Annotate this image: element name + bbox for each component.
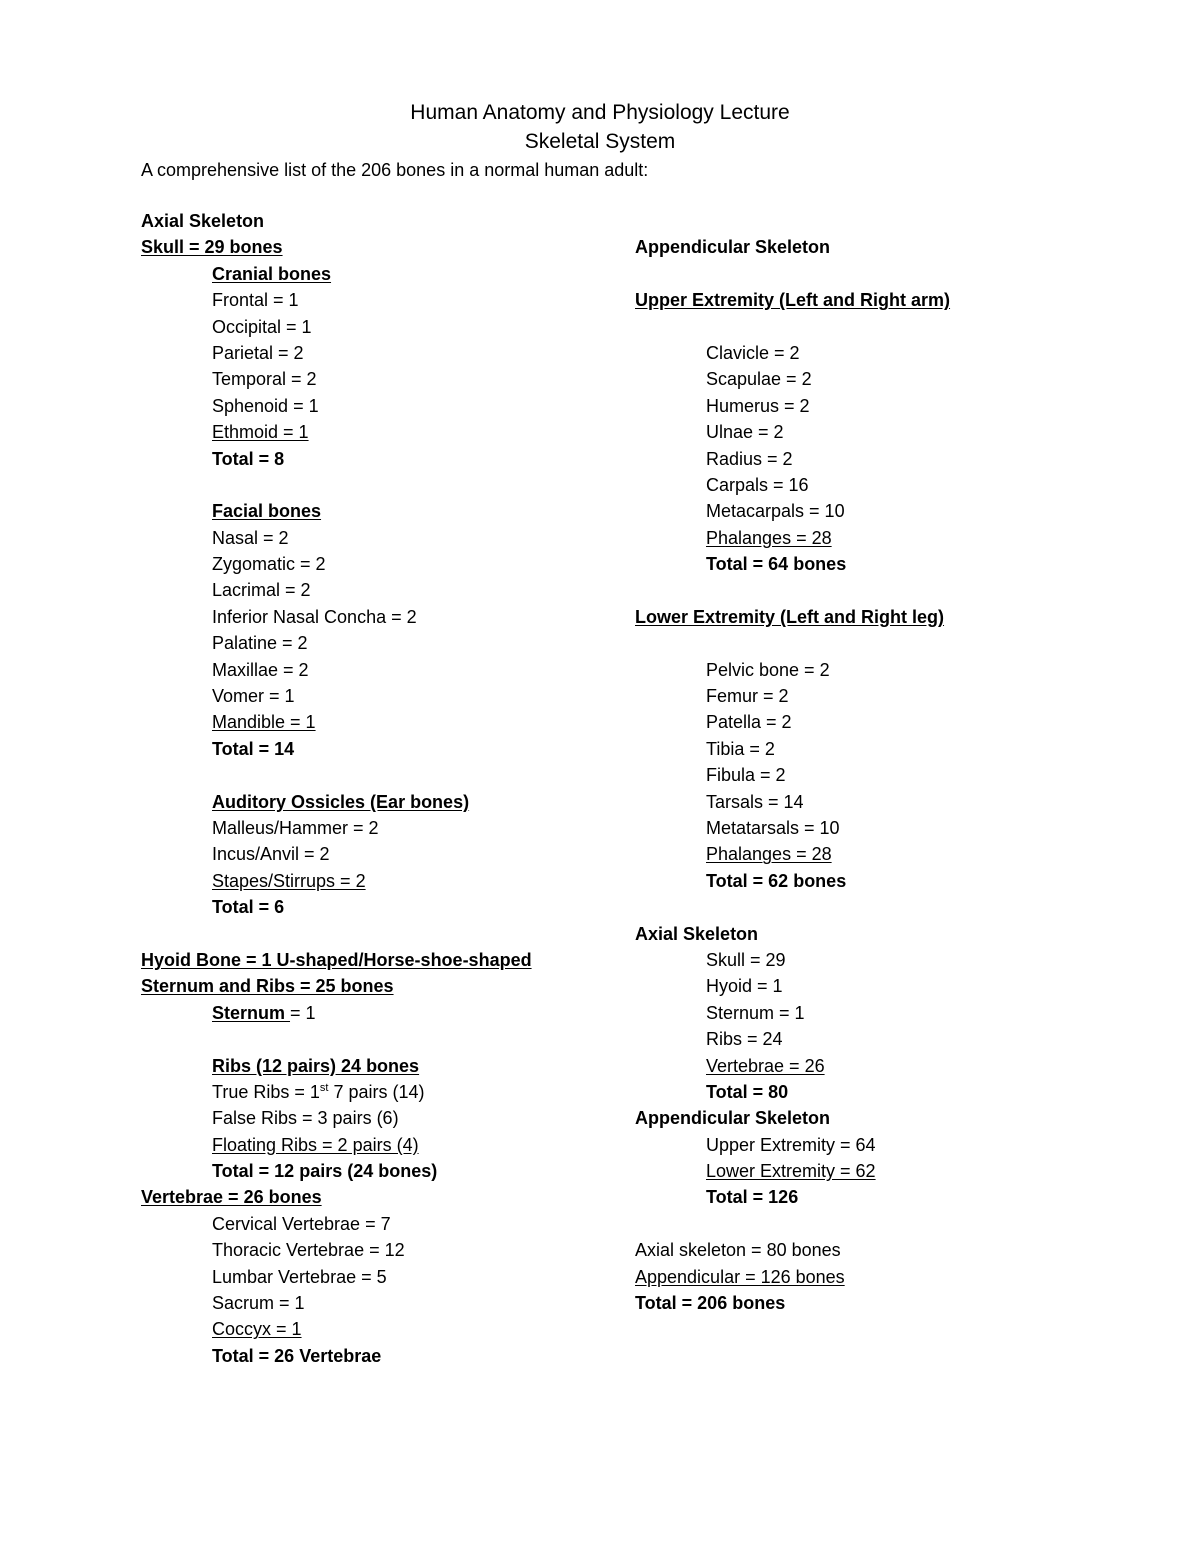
upper-item: Carpals = 16 [706,474,809,495]
lower-item: Patella = 2 [706,712,792,733]
upper-total: Total = 64 bones [706,554,847,575]
cranial-item: Ethmoid = 1 [212,422,309,443]
axial-summary-heading: Axial Skeleton [635,923,759,944]
facial-item: Lacrimal = 2 [212,580,311,601]
sternum-label: Sternum [212,1002,291,1023]
facial-item: Inferior Nasal Concha = 2 [212,606,417,627]
cranial-item: Occipital = 1 [212,316,312,337]
facial-item: Mandible = 1 [212,712,316,733]
false-ribs: False Ribs = 3 pairs (6) [212,1108,399,1129]
ossicles-item: Incus/Anvil = 2 [212,844,330,865]
facial-item: Maxillae = 2 [212,659,309,680]
vertebrae-heading: Vertebrae = 26 bones [141,1187,322,1208]
vertebrae-item: Thoracic Vertebrae = 12 [212,1240,405,1261]
document-title: Human Anatomy and Physiology Lecture [410,101,790,124]
lower-item: Tibia = 2 [706,738,775,759]
vertebrae-item: Sacrum = 1 [212,1293,305,1314]
facial-item: Zygomatic = 2 [212,554,326,575]
upper-item: Radius = 2 [706,448,793,469]
facial-item: Vomer = 1 [212,686,295,707]
axial-skeleton-heading: Axial Skeleton [141,211,265,231]
axial-summary-item: Sternum = 1 [706,1002,805,1023]
cranial-item: Sphenoid = 1 [212,395,319,416]
lower-item: Femur = 2 [706,686,789,707]
axial-summary-item: Vertebrae = 26 [706,1055,825,1076]
appendicular-summary-total: Total = 126 [706,1187,799,1208]
cranial-item: Parietal = 2 [212,342,304,363]
vertebrae-item: Lumbar Vertebrae = 5 [212,1266,387,1287]
grand-axial: Axial skeleton = 80 bones [635,1240,841,1261]
ossicles-item: Malleus/Hammer = 2 [212,817,379,838]
cranial-item: Frontal = 1 [212,290,299,311]
ossicles-item: Stapes/Stirrups = 2 [212,870,366,891]
hyoid-heading: Hyoid Bone = 1 U-shaped/Horse-shoe-shaped [141,949,532,970]
lower-item: Phalanges = 28 [706,844,832,865]
axial-summary-total: Total = 80 [706,1081,789,1102]
upper-item: Metacarpals = 10 [706,501,845,522]
appendicular-summary-item: Upper Extremity = 64 [706,1134,876,1155]
lower-item: Tarsals = 14 [706,791,804,812]
upper-item: Scapulae = 2 [706,369,812,390]
axial-summary-item: Hyoid = 1 [706,976,783,997]
upper-extremity-heading: Upper Extremity (Left and Right arm) [635,290,951,311]
grand-total: Total = 206 bones [635,1293,786,1314]
lower-item: Metatarsals = 10 [706,817,840,838]
appendicular-summary-item: Lower Extremity = 62 [706,1161,876,1182]
facial-heading: Facial bones [212,501,322,522]
upper-item: Ulnae = 2 [706,422,784,443]
vertebrae-item: Cervical Vertebrae = 7 [212,1213,391,1234]
ossicles-total: Total = 6 [212,897,285,918]
left-column [141,208,532,1369]
upper-item: Clavicle = 2 [706,342,800,363]
skull-heading: Skull = 29 bones [141,237,283,258]
lower-item: Fibula = 2 [706,765,786,786]
axial-summary-item: Skull = 29 [706,949,786,970]
true-ribs: True Ribs = 1st 7 pairs (14) [212,1081,425,1102]
grand-appendicular: Appendicular = 126 bones [635,1266,845,1287]
appendicular-summary-heading: Appendicular Skeleton [635,1108,831,1129]
document-subtitle: Skeletal System [524,130,676,153]
ossicles-heading: Auditory Ossicles (Ear bones) [212,791,470,812]
lower-item: Pelvic bone = 2 [706,659,830,680]
intro-text: A comprehensive list of the 206 bones in a normal human adult: [141,160,649,180]
upper-item: Humerus = 2 [706,395,810,416]
facial-item: Nasal = 2 [212,527,289,548]
cranial-heading: Cranial bones [212,263,332,284]
right-column [635,208,950,1316]
ribs-total: Total = 12 pairs (24 bones) [212,1161,438,1182]
upper-item: Phalanges = 28 [706,527,832,548]
lower-extremity-heading: Lower Extremity (Left and Right leg) [635,606,945,627]
sternum-ribs-heading: Sternum and Ribs = 25 bones [141,976,394,997]
cranial-total: Total = 8 [212,448,285,469]
ribs-heading: Ribs (12 pairs) 24 bones [212,1055,420,1076]
lower-total: Total = 62 bones [706,870,847,891]
vertebrae-total: Total = 26 Vertebrae [212,1345,382,1366]
axial-summary-item: Ribs = 24 [706,1029,783,1050]
sternum-value: = 1 [290,1002,316,1023]
facial-item: Palatine = 2 [212,633,308,654]
floating-ribs: Floating Ribs = 2 pairs (4) [212,1134,419,1155]
cranial-item: Temporal = 2 [212,369,317,390]
facial-total: Total = 14 [212,738,295,759]
appendicular-heading: Appendicular Skeleton [635,237,831,258]
vertebrae-item: Coccyx = 1 [212,1319,302,1340]
